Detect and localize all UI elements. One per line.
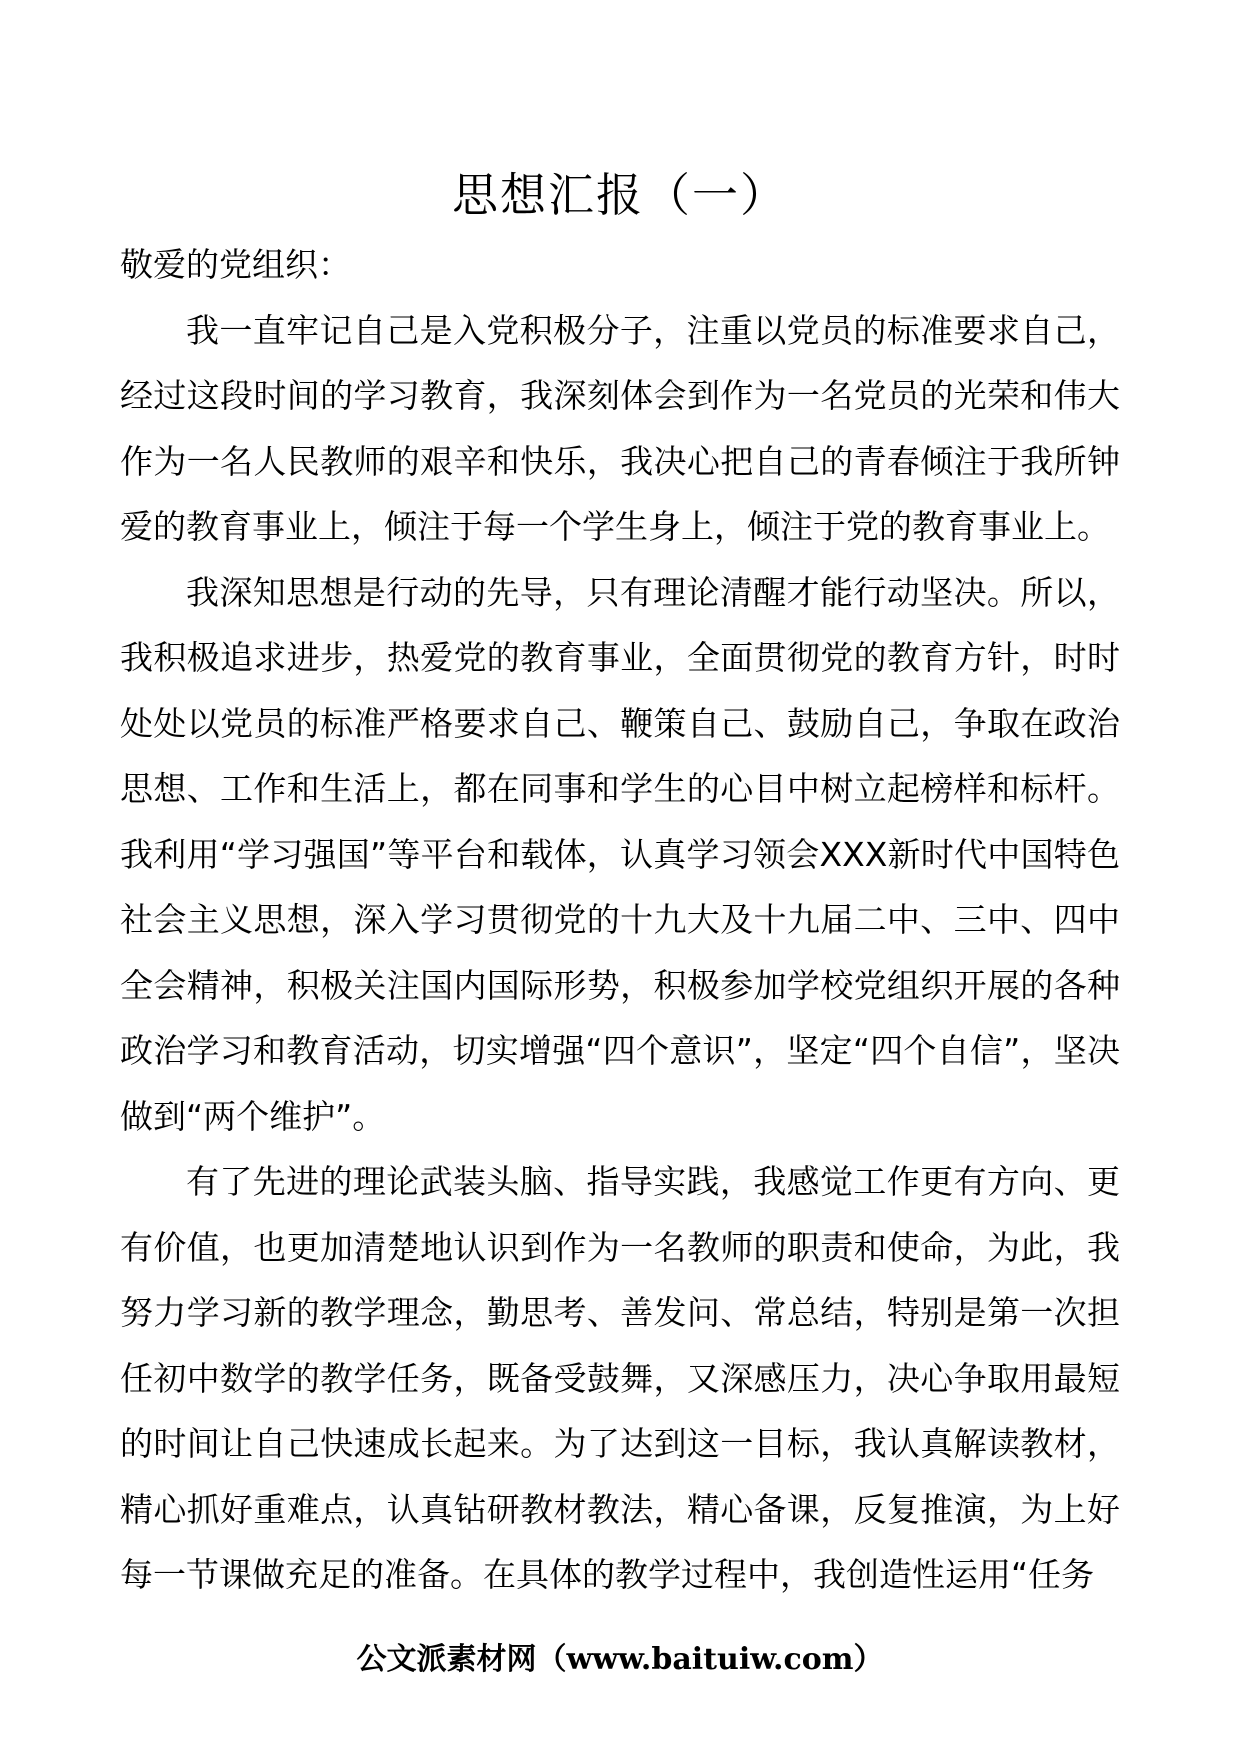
- paragraph-2: 我深知思想是行动的先导，只有理论清醒才能行动坚决。所以，我积极追求进步，热爱党的教育事业，全面贯彻党的教育方针，时时处处以党员的标准严格要求自己、鞭策自己、鼓励自己，争取在政治思想、工作和生活上，都在同事和学生的心目中树立起榜样和标杆。我利用“学习强国”等平台和载体，认真学习领会XXX新时代中国特色社会主义思想，深入学习贯彻党的十九大及十九届二中、三中、四中全会精神，积极关注国内国际形势，积极参加学校党组织开展的各种政治学习和教育活动，切实增强“四个意识”，坚定“四个自信”，坚决做到“两个维护”。: [120, 572, 1120, 1136]
- paragraph-3: 有了先进的理论武装头脑、指导实践，我感觉工作更有方向、更有价值，也更加清楚地认识到作为一名教师的职责和使命，为此，我努力学习新的教学理念，勤思考、善发问、常总结，特别是第一次担任初中数学的教学任务，既备受鼓舞，又深感压力，决心争取用最短的时间让自己快速成长起来。为了达到这一目标，我认真解读教材，精心抓好重难点，认真钻研教材教法，精心备课，反复推演，为上好每一节课做充足的准备。在具体的教学过程中，我创造性运用“任务: [120, 1162, 1120, 1594]
- salutation: 敬爱的党组织：: [120, 245, 351, 284]
- paragraph-1: 我一直牢记自己是入党积极分子，注重以党员的标准要求自己，经过这段时间的学习教育，我深刻体会到作为一名党员的光荣和伟大作为一名人民教师的艰辛和快乐，我决心把自己的青春倾注于我所钟爱的教育事业上，倾注于每一个学生身上，倾注于党的教育事业上。: [120, 310, 1120, 546]
- document-body: [120, 232, 1120, 1608]
- document-title: 思想汇报（一）: [452, 168, 788, 222]
- footer-watermark: 公文派素材网（www.baituiw.com）: [356, 1642, 884, 1677]
